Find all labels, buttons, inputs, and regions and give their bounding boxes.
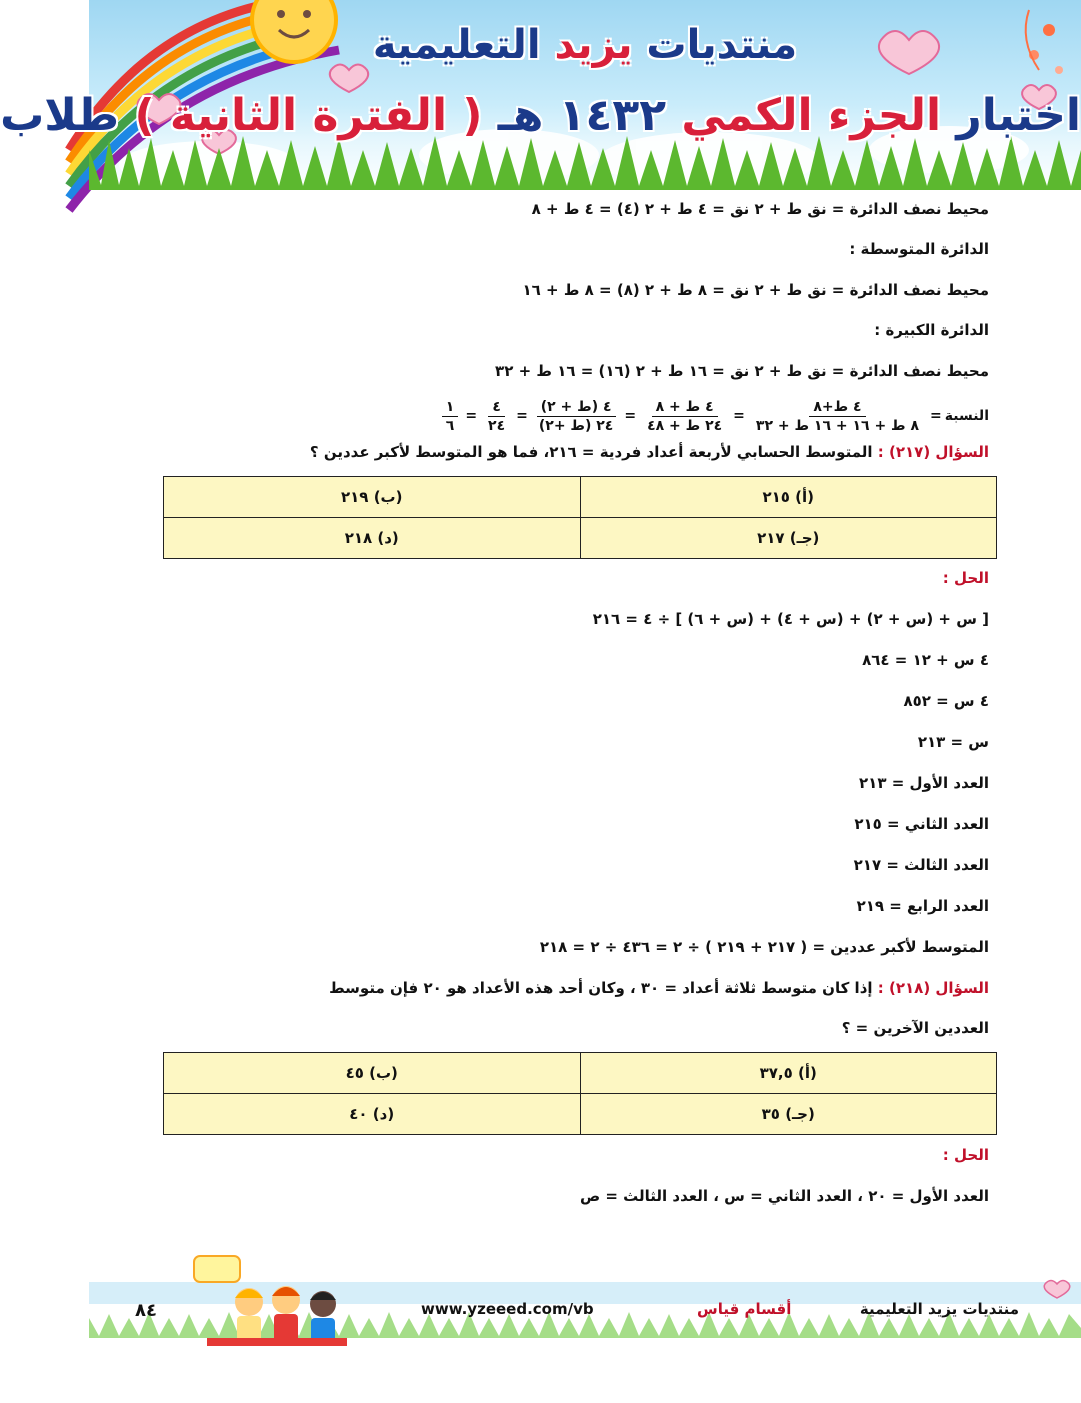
solution-step: س = ٢١٣ [917, 733, 989, 751]
footer-section: أقسام قياس [697, 1300, 792, 1318]
site-title: منتديات يزيد التعليمية [372, 22, 798, 68]
fraction: $\frac{\text{٤ ط+٨}}{\text{٨ ط + ١٦ + ١٦ ط + ٣٢}}$ [755, 398, 920, 434]
solution-step: العدد الأول = ٢١٣ [859, 774, 989, 792]
option-d[interactable]: (د) ٤٠ [164, 1094, 581, 1135]
text-line: محيط نصف الدائرة = نق ط + ٢ نق = ١٦ ط + ٢ (١٦) = ١٦ ط + ٣٢ [495, 362, 989, 380]
option-b[interactable]: (ب) ٢١٩ [164, 477, 581, 518]
option-d[interactable]: (د) ٢١٨ [164, 518, 581, 559]
solution-step: العدد الثالث = ٢١٧ [853, 856, 989, 874]
equals-sign: = [516, 408, 528, 424]
footer-url[interactable]: www.yzeeed.com/vb [421, 1300, 594, 1318]
option-c[interactable]: (جـ) ٢١٧ [580, 518, 997, 559]
ratio-equation [438, 394, 989, 438]
option-a[interactable]: (أ) ٣٧,٥ [580, 1053, 997, 1094]
solution-step: ٤ س + ١٢ = ٨٦٤ [862, 651, 989, 669]
page-header [0, 0, 1081, 190]
text-line: الدائرة المتوسطة : [849, 240, 989, 258]
equals-sign: = [930, 408, 942, 424]
text-line: الدائرة الكبيرة : [874, 321, 989, 339]
equals-sign: = [733, 408, 745, 424]
fraction: $\frac{١}{٦}$ [442, 398, 459, 435]
solution-step: [ س + (س + ٢) + (س + ٤) + (س + ٦) ] ÷ ٤ = ٢١٦ [592, 610, 989, 628]
option-c[interactable]: (جـ) ٣٥ [580, 1094, 997, 1135]
question-217: السؤال (٢١٧) : المتوسط الحسابي لأربعة أعداد فردية = ٢١٦، فما هو المتوسط لأكبر عددين ؟ [309, 443, 989, 461]
text-line: محيط نصف الدائرة = نق ط + ٢ نق = ٤ ط + ٢ (٤) = ٤ ط + ٨ [531, 200, 989, 218]
question-218: السؤال (٢١٨) : إذا كان متوسط ثلاثة أعداد = ٣٠ ، وكان أحد هذه الأعداد هو ٢٠ فإن متوسط [329, 979, 989, 997]
solution-step: المتوسط لأكبر عددين = ( ٢١٧ + ٢١٩ ) ÷ ٢ = ٤٣٦ ÷ ٢ = ٢١٨ [539, 938, 989, 956]
ratio-label: النسبة [944, 408, 989, 424]
options-table-218 [163, 1052, 997, 1135]
solution-label: الحل : [942, 569, 989, 587]
footer-site-name: منتديات يزيد التعليمية [859, 1300, 1019, 1318]
fraction: $\frac{٤}{٢٤}$ [488, 398, 506, 434]
solution-step: العدد الثاني = ٢١٥ [854, 815, 989, 833]
solution-step: ٤ س = ٨٥٢ [903, 692, 989, 710]
solution-label: الحل : [942, 1146, 989, 1164]
options-table-217 [163, 476, 997, 559]
question-218-continued: العددين الآخرين = ؟ [841, 1019, 989, 1037]
option-b[interactable]: (ب) ٤٥ [164, 1053, 581, 1094]
text-line: محيط نصف الدائرة = نق ط + ٢ نق = ٨ ط + ٢ (٨) = ٨ ط + ١٦ [522, 281, 989, 299]
page-number: ٨٤ [135, 1300, 157, 1321]
solution-step: العدد الأول = ٢٠ ، العدد الثاني = س ، العدد الثالث = ص [579, 1187, 989, 1205]
equals-sign: = [465, 408, 478, 424]
exam-title: اختبار الجزء الكمي ١٤٣٢ هـ ( الفترة الثانية ) طلاب [0, 90, 1081, 141]
fraction: $\frac{\text{٤ (ط + ٢)}}{\text{٢٤ (ط +٢)}}$ [535, 398, 617, 435]
equals-sign: = [624, 408, 637, 424]
fraction: $\frac{\text{٤ ط + ٨}}{\text{٢٤ ط + ٤٨}}$ [647, 398, 723, 434]
solution-step: العدد الرابع = ٢١٩ [856, 897, 989, 915]
option-a[interactable]: (أ) ٢١٥ [580, 477, 997, 518]
